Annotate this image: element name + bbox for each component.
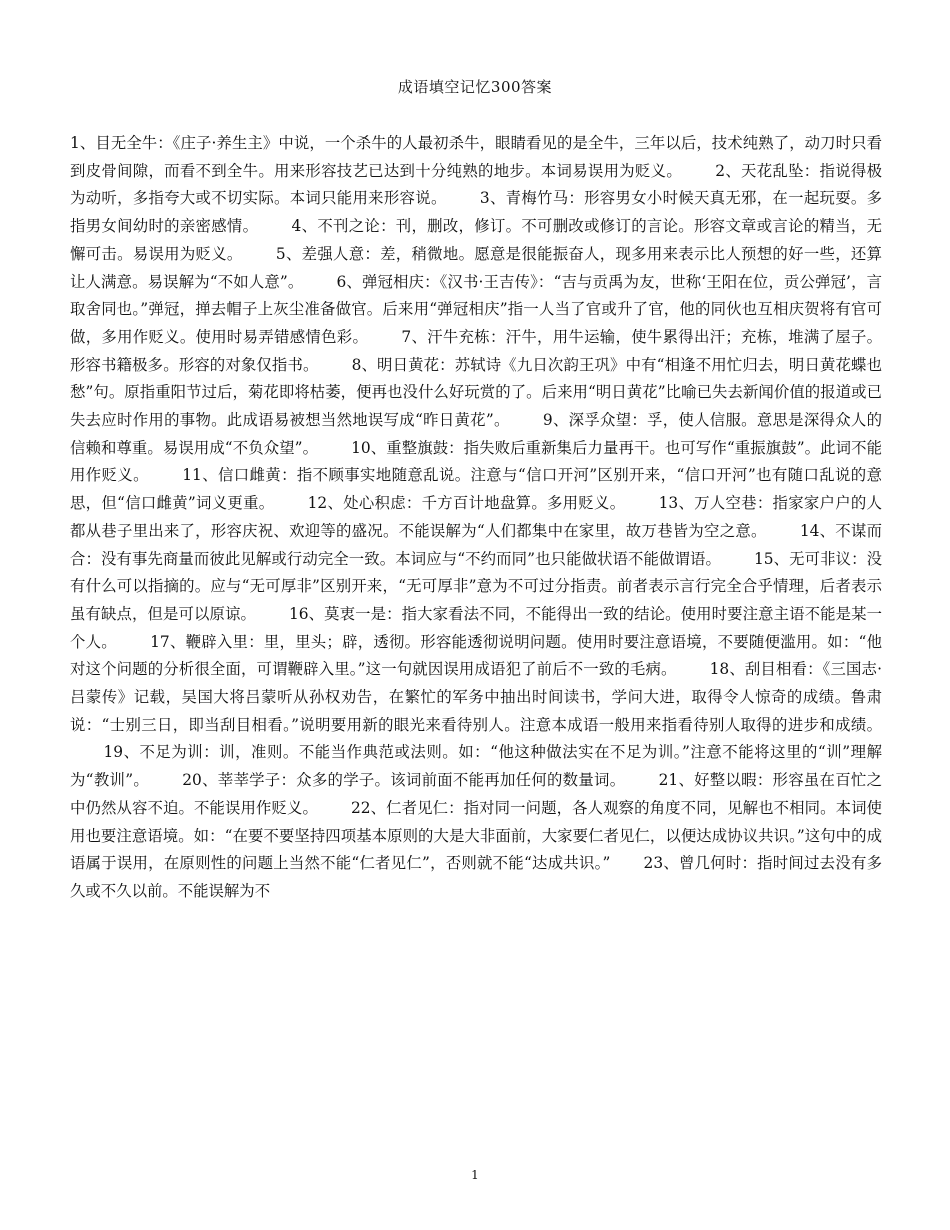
entry-16: 16、莫衷一是：指大家看法不同，不能得出一致的结论。使用时要注意主语不能是某一个人。	[70, 604, 882, 651]
document-title: 成语填空记忆300答案	[397, 78, 553, 96]
entry-11: 11、信口雌黄：指不顾事实地随意乱说。注意与“信口开河”区别开来，“信口开河”也有随口乱说的意思，但“信口雌黄”词义更重。	[70, 466, 882, 513]
entry-6: 6、弹冠相庆：《汉书·王吉传》：“吉与贡禹为友，世称‘王阳在位，贡公弹冠’，言取舍同也。”弹冠，掸去帽子上灰尘准备做官。后来用“弹冠相庆”指一人当了官或升了官，他的同伙也互相庆贺将有官可做，多用作贬义。使用时易弄错感情色彩。	[70, 272, 882, 346]
entry-7: 7、汗牛充栋：汗牛，用牛运输，使牛累得出汗；充栋，堆满了屋子。形容书籍极多。形容的对象仅指书。	[70, 327, 882, 374]
document-body	[70, 130, 882, 906]
entry-22: 22、仁者见仁：指对同一问题，各人观察的角度不同，见解也不相同。本词使用也要注意语境。如：“在要不要坚持四项基本原则的大是大非面前，大家要仁者见仁，以便达成协议共识。”这句中的成语属于误用，在原则性的问题上当然不能“仁者见仁”，否则就不能“达成共识。”	[70, 798, 882, 873]
entry-9: 9、深孚众望：孚，使人信服。意思是深得众人的信赖和尊重。易误用成“不负众望”。	[70, 411, 882, 457]
entry-3: 3、青梅竹马：形容男女小时候天真无邪，在一起玩耍。多指男女间幼时的亲密感情。	[70, 189, 882, 236]
entry-21: 21、好整以暇：形容虽在百忙之中仍然从容不迫。不能误用作贬义。	[70, 771, 882, 817]
entry-18: 18、刮目相看：《三国志·吕蒙传》记载，吴国大将吕蒙听从孙权劝告，在繁忙的军务中抽出时间读书，学问大进，取得令人惊奇的成绩。鲁肃说：“士别三日，即当刮目相看。”说明要用新的眼光来看待别人。注意本成语一般用来指看待别人取得的进步和成绩。	[70, 660, 882, 734]
entry-17: 17、鞭辟入里：里，里头；辟，透彻。形容能透彻说明问题。使用时要注意语境，不要随便滥用。如：“他对这个问题的分析很全面，可谓鞭辟入里。”这一句就因误用成语犯了前后不一致的毛病。	[70, 632, 882, 679]
entry-12: 12、处心积虑：千方百计地盘算。多用贬义。	[307, 494, 626, 513]
page-number: 1	[471, 1168, 479, 1182]
entry-23: 23、曾几何时：指时间过去没有多久或不久以前。不能误解为不	[70, 854, 882, 900]
entry-4: 4、不刊之论：刊，删改，修订。不可删改或修订的言论。形容文章或言论的精当，无懈可击。易误用为贬义。	[70, 217, 882, 263]
entry-14: 14、不谋而合：没有事先商量而彼此见解或行动完全一致。本词应与“不约而同”也只能做状语不能做谓语。	[70, 521, 882, 568]
entry-10: 10、重整旗鼓：指失败后重新集后力量再干。也可写作“重振旗鼓”。此词不能用作贬义。	[70, 438, 882, 485]
entry-15: 15、无可非议：没有什么可以指摘的。应与“无可厚非”区别开来，“无可厚非”意为不可过分指责。前者表示言行完全合乎情理，后者表示虽有缺点，但是可以原谅。	[70, 549, 882, 623]
entry-2: 2、天花乱坠：指说得极为动听，多指夸大或不切实际。本词只能用来形容说。	[70, 161, 882, 208]
entry-19: 19、不足为训：训，准则。不能当作典范或法则。如：“他这种做法实在不足为训。”注意不能将这里的“训”理解为“教训”。	[70, 743, 882, 790]
entry-8: 8、明日黄花：苏轼诗《九日次韵王巩》中有“相逢不用忙归去，明日黄花蝶也愁”句。原指重阳节过后，菊花即将枯萎，便再也没什么好玩赏的了。后来用“明日黄花”比喻已失去新闻价值的报道或已失去应时作用的事物。此成语易被想当然地误写成“昨日黄花”。	[70, 355, 882, 430]
entry-20: 20、莘莘学子：众多的学子。该词前面不能再加任何的数量词。	[182, 771, 626, 790]
entry-5: 5、差强人意：差，稍微地。愿意是很能振奋人，现多用来表示比人预想的好一些，还算让人满意。易误解为“不如人意”。	[70, 244, 882, 291]
entry-13: 13、万人空巷：指家家户户的人都从巷子里出来了，形容庆祝、欢迎等的盛况。不能误解为“人们都集中在家里，故万巷皆为空之意。	[70, 494, 882, 540]
entry-1: 1、目无全牛：《庄子·养生主》中说，一个杀牛的人最初杀牛，眼睛看见的是全牛，三年以后，技术纯熟了，动刀时只看到皮骨间隙，而看不到全牛。用来形容技艺已达到十分纯熟的地步。本词易误用为贬义。	[70, 134, 882, 180]
